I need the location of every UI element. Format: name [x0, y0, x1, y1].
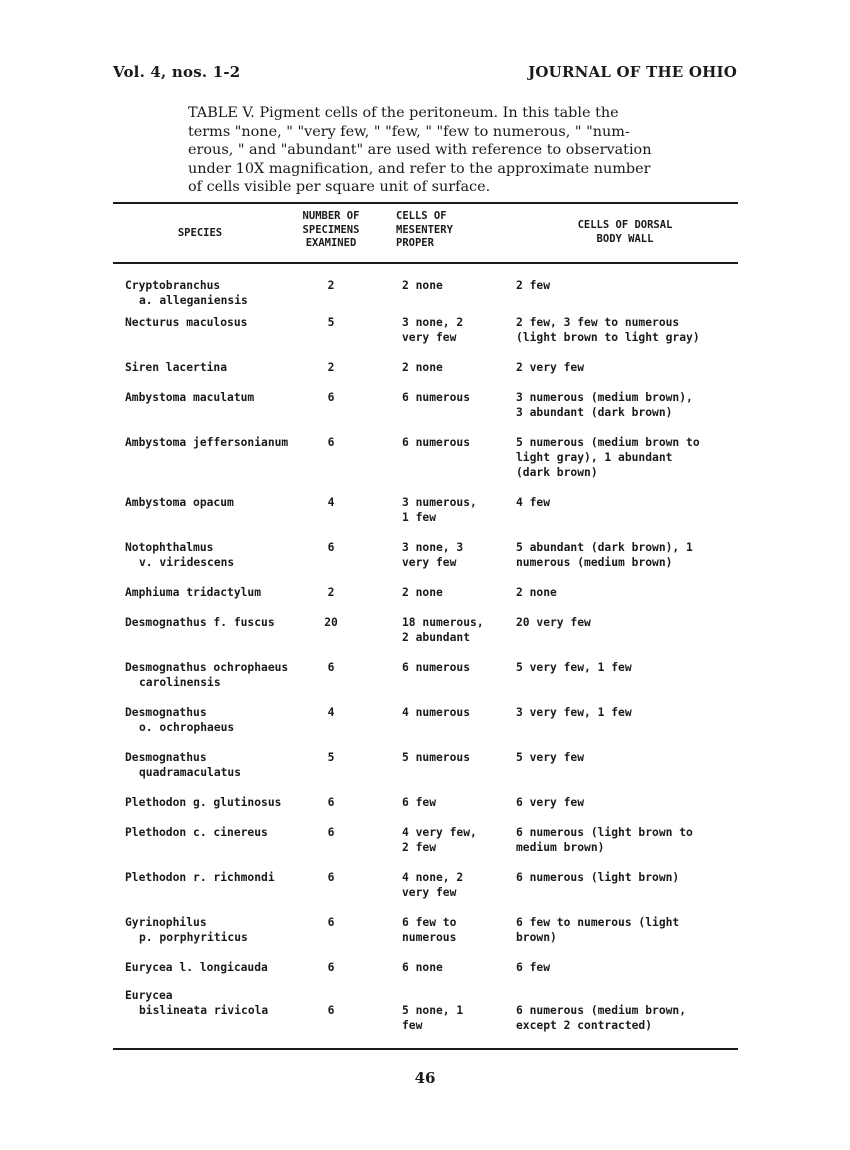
species-line: Desmognathus ochrophaeus: [125, 661, 289, 674]
species-cell: [125, 615, 275, 630]
mesentery-cell: [402, 750, 470, 765]
caption-line: under 10X magnification, and refer to the approximate number: [188, 160, 651, 177]
species-line: Necturus maculosus: [125, 316, 248, 329]
dorsal-line: medium brown): [516, 841, 605, 854]
mesentery-cell: [402, 660, 470, 675]
mesentery-cell: [402, 435, 470, 450]
dorsal-body-wall-cell: [516, 825, 693, 855]
mesentery-line: 5 none, 1: [402, 1004, 464, 1017]
species-cell: [125, 660, 288, 690]
dorsal-line: 5 very few, 1 few: [516, 661, 632, 674]
species-line: v. viridescens: [139, 556, 235, 569]
species-cell: [125, 825, 268, 840]
species-cell: [125, 705, 234, 735]
dorsal-line: 2 few: [516, 279, 551, 292]
species-line: Notophthalmus: [125, 541, 214, 554]
species-line: quadramaculatus: [139, 766, 242, 779]
column-header-species: SPECIES: [177, 227, 223, 239]
dorsal-line: 6 numerous (medium brown,: [516, 1004, 687, 1017]
specimen-count-cell: 5: [327, 316, 335, 329]
page-number: 46: [414, 1069, 436, 1087]
species-line: Amphiuma tridactylum: [125, 586, 262, 599]
mesentery-line: 4 none, 2: [402, 871, 464, 884]
mesentery-line: 6 none: [402, 961, 443, 974]
species-cell: [125, 795, 281, 810]
dorsal-body-wall-cell: [516, 435, 700, 480]
mesentery-line: very few: [402, 331, 457, 344]
caption-line: of cells visible per square unit of surface.: [188, 179, 491, 195]
dorsal-line: except 2 contracted): [516, 1019, 653, 1032]
species-line: Cryptobranchus: [125, 279, 221, 292]
specimen-count-cell: 6: [327, 436, 335, 449]
mesentery-cell: [402, 615, 484, 645]
specimen-count-cell: 4: [327, 496, 335, 509]
species-line: p. porphyriticus: [139, 931, 248, 944]
column-header-number-examined: NUMBER OF SPECIMENS EXAMINED: [302, 210, 360, 249]
species-line: carolinensis: [139, 676, 221, 689]
dorsal-line: 2 very few: [516, 361, 585, 374]
species-cell: [125, 750, 241, 780]
dorsal-body-wall-cell: [516, 915, 679, 945]
specimen-count-cell: 20: [324, 616, 338, 629]
dorsal-line: brown): [516, 931, 557, 944]
mesentery-line: very few: [402, 556, 457, 569]
mesentery-line: 3 none, 3: [402, 541, 464, 554]
table-caption: [188, 104, 678, 197]
dorsal-body-wall-cell: [516, 540, 693, 570]
dorsal-body-wall-cell: [516, 315, 700, 345]
dorsal-line: light gray), 1 abundant: [516, 451, 673, 464]
dorsal-line: 5 very few: [516, 751, 585, 764]
species-line: a. alleganiensis: [139, 294, 248, 307]
dorsal-line: 3 abundant (dark brown): [516, 406, 673, 419]
specimen-count-cell: 6: [327, 961, 335, 974]
species-line: Eurycea: [125, 989, 173, 1002]
dorsal-line: (light brown to light gray): [516, 331, 700, 344]
dorsal-body-wall-cell: [516, 585, 557, 600]
mesentery-cell: [402, 795, 436, 810]
running-header-volume: Vol. 4, nos. 1-2: [113, 63, 241, 81]
specimen-count-cell: 4: [327, 706, 335, 719]
dorsal-body-wall-cell: [516, 870, 679, 885]
table-header-rule: [113, 262, 738, 264]
mesentery-line: 2 none: [402, 279, 443, 292]
dorsal-line: 2 none: [516, 586, 557, 599]
specimen-count-cell: 6: [327, 541, 335, 554]
species-cell: [125, 315, 247, 330]
table-bottom-rule: [113, 1048, 738, 1050]
species-line: Ambystoma opacum: [125, 496, 234, 509]
species-line: Desmognathus f. fuscus: [125, 616, 275, 629]
mesentery-line: 2 abundant: [402, 631, 471, 644]
mesentery-line: 3 numerous,: [402, 496, 477, 509]
dorsal-body-wall-cell: [516, 495, 550, 510]
dorsal-line: numerous (medium brown): [516, 556, 673, 569]
mesentery-line: 2 none: [402, 361, 443, 374]
species-line: Ambystoma jeffersonianum: [125, 436, 289, 449]
dorsal-line: 2 few, 3 few to numerous: [516, 316, 680, 329]
mesentery-line: 2 none: [402, 586, 443, 599]
dorsal-line: 20 very few: [516, 616, 591, 629]
mesentery-line: 6 numerous: [402, 661, 471, 674]
mesentery-line: numerous: [402, 931, 457, 944]
species-cell: [125, 585, 261, 600]
mesentery-line: 3 none, 2: [402, 316, 464, 329]
dorsal-line: (dark brown): [516, 466, 598, 479]
caption-line: TABLE V. Pigment cells of the peritoneum. In this table the: [188, 105, 619, 121]
specimen-count-cell: 6: [327, 871, 335, 884]
species-cell: [125, 390, 254, 405]
species-line: Ambystoma maculatum: [125, 391, 255, 404]
dorsal-body-wall-cell: [516, 960, 550, 975]
species-line: Gyrinophilus: [125, 916, 207, 929]
dorsal-line: 6 numerous (light brown): [516, 871, 680, 884]
mesentery-cell: [402, 1003, 463, 1033]
caption-line: terms "none, " "very few, " "few, " "few to numerous, " "num-: [188, 123, 630, 140]
dorsal-body-wall-cell: [516, 390, 693, 420]
mesentery-line: few: [402, 1019, 423, 1032]
table-top-rule: [113, 202, 738, 204]
mesentery-cell: [402, 390, 470, 405]
dorsal-line: 6 few: [516, 961, 551, 974]
mesentery-line: 6 numerous: [402, 391, 471, 404]
specimen-count-cell: 2: [327, 279, 335, 292]
specimen-count-cell: 6: [327, 661, 335, 674]
dorsal-body-wall-cell: [516, 750, 584, 765]
species-cell: [125, 915, 248, 945]
dorsal-body-wall-cell: [516, 1003, 686, 1033]
mesentery-cell: [402, 825, 477, 855]
dorsal-line: 3 very few, 1 few: [516, 706, 632, 719]
specimen-count-cell: 6: [327, 916, 335, 929]
mesentery-line: 1 few: [402, 511, 437, 524]
caption-line: erous, " and "abundant" are used with reference to observation: [188, 142, 652, 158]
dorsal-line: 4 few: [516, 496, 551, 509]
mesentery-line: very few: [402, 886, 457, 899]
specimen-count-cell: 6: [327, 826, 335, 839]
dorsal-body-wall-cell: [516, 278, 550, 293]
mesentery-cell: [402, 705, 470, 720]
mesentery-line: 5 numerous: [402, 751, 471, 764]
dorsal-body-wall-cell: [516, 615, 591, 630]
mesentery-cell: [402, 495, 477, 525]
mesentery-line: 6 few: [402, 796, 437, 809]
species-line: Desmognathus: [125, 706, 207, 719]
mesentery-cell: [402, 315, 463, 345]
species-line: bislineata rivicola: [139, 1004, 269, 1017]
species-line: Desmognathus: [125, 751, 207, 764]
species-cell: [125, 960, 268, 975]
species-cell: [125, 435, 288, 450]
mesentery-cell: [402, 915, 456, 945]
column-header-dorsal-body-wall: CELLS OF DORSAL BODY WALL: [577, 219, 673, 245]
dorsal-line: 6 few to numerous (light: [516, 916, 680, 929]
species-line: Siren lacertina: [125, 361, 228, 374]
mesentery-line: 18 numerous,: [402, 616, 484, 629]
species-line: o. ochrophaeus: [139, 721, 235, 734]
specimen-count-cell: 5: [327, 751, 335, 764]
species-cell: [125, 278, 248, 308]
mesentery-line: 2 few: [402, 841, 437, 854]
species-cell: [125, 988, 268, 1018]
mesentery-cell: [402, 278, 443, 293]
mesentery-line: 4 very few,: [402, 826, 477, 839]
dorsal-body-wall-cell: [516, 360, 584, 375]
dorsal-line: 3 numerous (medium brown),: [516, 391, 693, 404]
mesentery-cell: [402, 870, 463, 900]
mesentery-cell: [402, 360, 443, 375]
column-header-mesentery: CELLS OF MESENTERY PROPER: [396, 210, 453, 249]
species-line: Plethodon g. glutinosus: [125, 796, 282, 809]
mesentery-line: 6 numerous: [402, 436, 471, 449]
dorsal-body-wall-cell: [516, 795, 584, 810]
species-cell: [125, 360, 227, 375]
species-line: Plethodon c. cinereus: [125, 826, 268, 839]
mesentery-cell: [402, 960, 443, 975]
species-cell: [125, 495, 234, 510]
mesentery-cell: [402, 585, 443, 600]
dorsal-line: 5 numerous (medium brown to: [516, 436, 700, 449]
species-cell: [125, 540, 234, 570]
mesentery-line: 6 few to: [402, 916, 457, 929]
specimen-count-cell: 2: [327, 586, 335, 599]
dorsal-body-wall-cell: [516, 705, 632, 720]
dorsal-line: 6 numerous (light brown to: [516, 826, 693, 839]
specimen-count-cell: 2: [327, 361, 335, 374]
dorsal-line: 6 very few: [516, 796, 585, 809]
species-line: Eurycea l. longicauda: [125, 961, 268, 974]
dorsal-body-wall-cell: [516, 660, 632, 675]
specimen-count-cell: 6: [327, 391, 335, 404]
specimen-count-cell: 6: [327, 796, 335, 809]
species-line: Plethodon r. richmondi: [125, 871, 275, 884]
dorsal-line: 5 abundant (dark brown), 1: [516, 541, 693, 554]
species-cell: [125, 870, 275, 885]
running-header-journal: JOURNAL OF THE OHIO: [528, 63, 737, 81]
specimen-count-cell: 6: [327, 1004, 335, 1017]
mesentery-line: 4 numerous: [402, 706, 471, 719]
mesentery-cell: [402, 540, 463, 570]
